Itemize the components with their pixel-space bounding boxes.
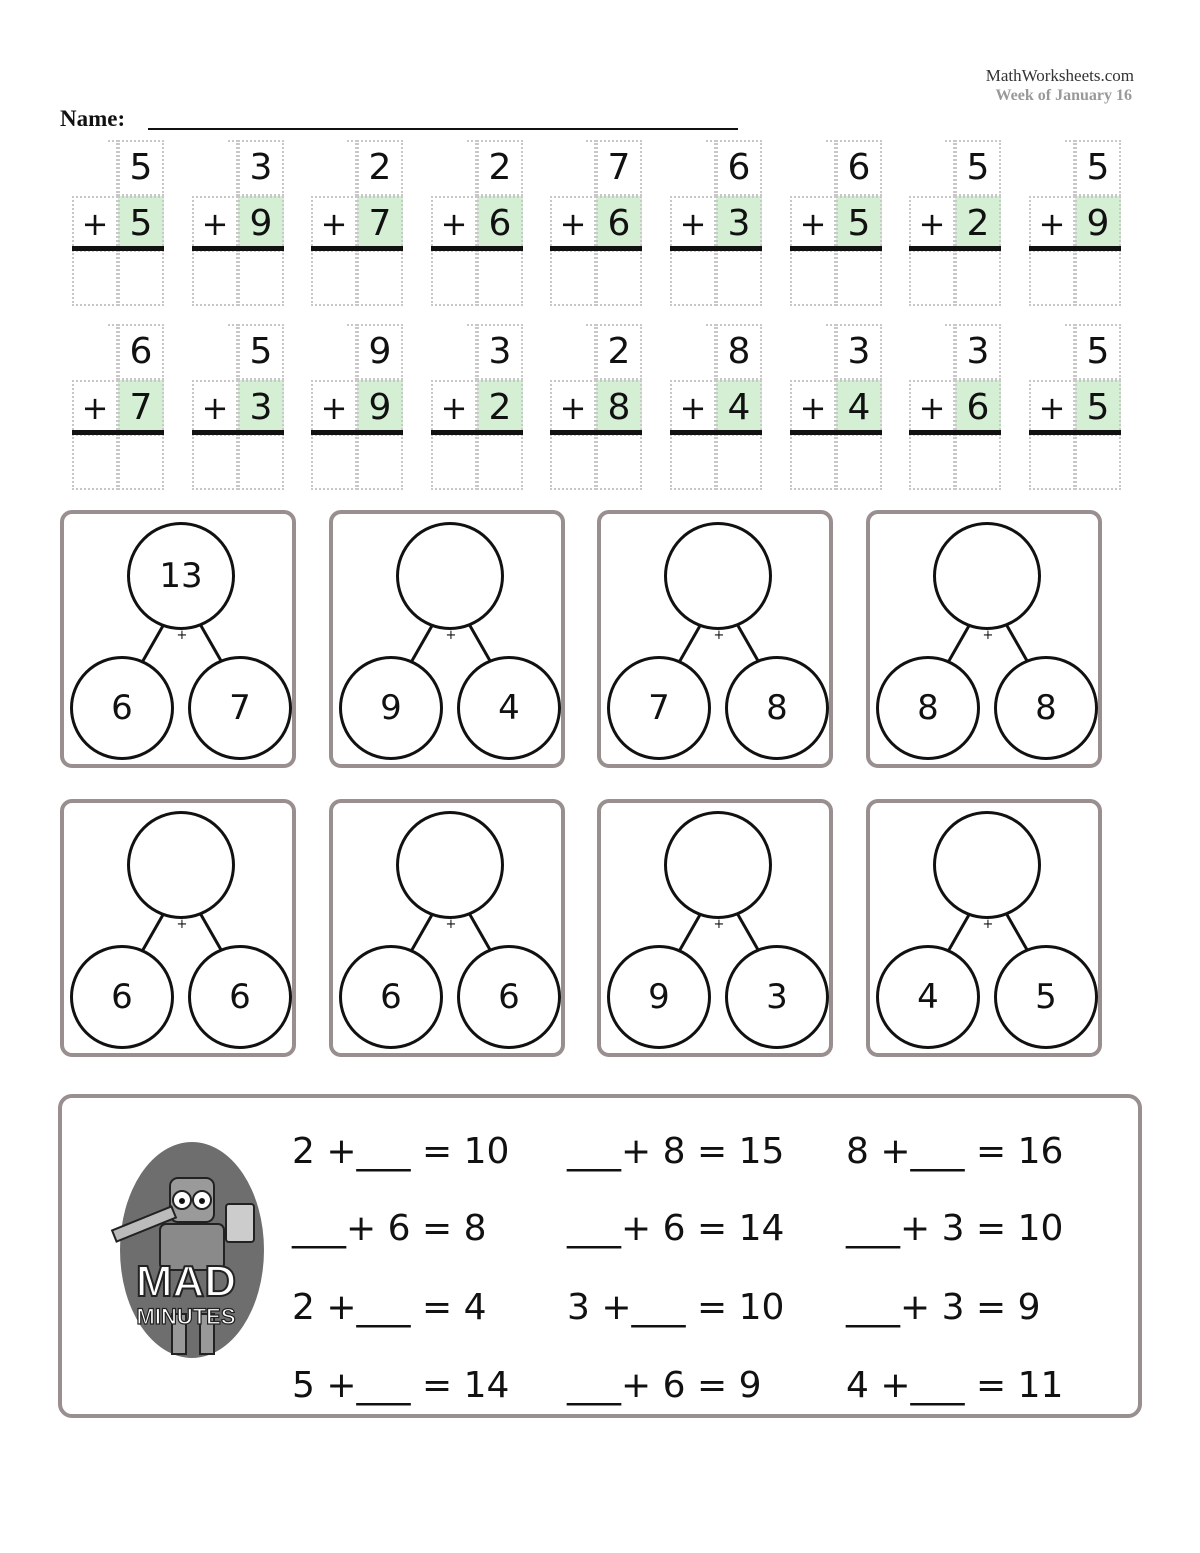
number-bond-card	[866, 510, 1102, 768]
addend-bottom: 9	[1086, 203, 1110, 244]
answer-cell-tens[interactable]	[790, 250, 836, 306]
number-bond-card	[597, 510, 833, 768]
addition-problem	[550, 324, 642, 490]
answer-cell-ones[interactable]	[357, 434, 403, 490]
addend-top: 3	[488, 331, 512, 372]
number-bond-card	[60, 799, 296, 1057]
plus-sign: +	[320, 389, 348, 427]
bond-plus-sign: +	[176, 917, 188, 932]
missing-addend-equation[interactable]: ___+ 3 = 9	[846, 1287, 1041, 1328]
bond-plus-sign: +	[176, 628, 188, 643]
answer-cell-ones[interactable]	[716, 250, 762, 306]
missing-addend-equation[interactable]: ___+ 6 = 14	[567, 1208, 785, 1249]
missing-addend-equation[interactable]: 2 +___ = 4	[292, 1287, 487, 1328]
addend-top: 2	[368, 147, 392, 188]
addend-bottom: 3	[727, 203, 751, 244]
sum-line	[670, 246, 762, 251]
bond-part-right: 3	[725, 945, 829, 1049]
addend-bottom: 5	[129, 203, 153, 244]
number-bond-card	[329, 510, 565, 768]
addend-bottom: 2	[488, 387, 512, 428]
missing-addend-equation[interactable]: ___+ 6 = 8	[292, 1208, 487, 1249]
logo-subtitle: MINUTES	[136, 1304, 236, 1329]
bond-whole-circle[interactable]	[396, 811, 504, 919]
plus-sign: +	[799, 389, 827, 427]
sum-line	[550, 246, 642, 251]
plus-sign: +	[440, 205, 468, 243]
answer-cell-tens[interactable]	[431, 434, 477, 490]
bond-whole-circle[interactable]	[664, 811, 772, 919]
site-name: MathWorksheets.com	[985, 66, 1134, 85]
answer-cell-tens[interactable]	[311, 250, 357, 306]
addend-bottom: 4	[847, 387, 871, 428]
sum-line	[311, 430, 403, 435]
answer-cell-ones[interactable]	[357, 250, 403, 306]
addition-problem	[192, 324, 284, 490]
addition-problem	[1029, 324, 1121, 490]
bond-whole-circle[interactable]	[664, 522, 772, 630]
bond-whole-circle[interactable]	[933, 811, 1041, 919]
sum-line	[909, 246, 1001, 251]
addition-problem	[72, 324, 164, 490]
plus-sign: +	[201, 389, 229, 427]
bond-plus-sign: +	[713, 917, 725, 932]
answer-cell-ones[interactable]	[1075, 250, 1121, 306]
addend-bottom: 5	[1086, 387, 1110, 428]
sum-line	[72, 430, 164, 435]
bond-whole-circle[interactable]	[127, 811, 235, 919]
plus-sign: +	[918, 389, 946, 427]
bond-part-left: 4	[876, 945, 980, 1049]
missing-addend-equation[interactable]: ___+ 8 = 15	[567, 1131, 785, 1172]
answer-cell-tens[interactable]	[1029, 434, 1075, 490]
bond-part-right: 6	[457, 945, 561, 1049]
addend-bottom: 6	[488, 203, 512, 244]
answer-cell-ones[interactable]	[955, 250, 1001, 306]
addition-problem	[311, 324, 403, 490]
addition-problem	[72, 140, 164, 306]
addition-problem	[192, 140, 284, 306]
sum-line	[1029, 430, 1121, 435]
addend-top: 2	[488, 147, 512, 188]
sum-line	[431, 246, 523, 251]
bond-part-left: 6	[70, 656, 174, 760]
logo-title: MAD	[135, 1257, 237, 1306]
addend-top: 5	[966, 147, 990, 188]
answer-cell-tens[interactable]	[192, 250, 238, 306]
addition-problem	[431, 324, 523, 490]
sum-line	[431, 430, 523, 435]
sum-line	[670, 430, 762, 435]
addition-problem	[909, 324, 1001, 490]
sum-line	[192, 430, 284, 435]
bond-part-left: 7	[607, 656, 711, 760]
mad-minutes-panel	[58, 1094, 1142, 1418]
answer-cell-ones[interactable]	[955, 434, 1001, 490]
answer-cell-tens[interactable]	[670, 434, 716, 490]
answer-cell-tens[interactable]	[790, 434, 836, 490]
answer-cell-ones[interactable]	[836, 250, 882, 306]
addend-bottom: 7	[368, 203, 392, 244]
addition-problem	[670, 324, 762, 490]
addition-problem	[909, 140, 1001, 306]
addend-top: 3	[249, 147, 273, 188]
addition-problem	[550, 140, 642, 306]
bond-plus-sign: +	[982, 628, 994, 643]
plus-sign: +	[679, 389, 707, 427]
plus-sign: +	[81, 389, 109, 427]
addend-top: 5	[1086, 147, 1110, 188]
addend-top: 3	[847, 331, 871, 372]
addend-bottom: 6	[966, 387, 990, 428]
answer-cell-tens[interactable]	[431, 250, 477, 306]
sum-line	[311, 246, 403, 251]
missing-addend-equation[interactable]: 3 +___ = 10	[567, 1287, 785, 1328]
answer-cell-tens[interactable]	[192, 434, 238, 490]
answer-cell-tens[interactable]	[1029, 250, 1075, 306]
answer-cell-tens[interactable]	[550, 434, 596, 490]
addend-bottom: 6	[607, 203, 631, 244]
bond-part-right: 6	[188, 945, 292, 1049]
answer-cell-ones[interactable]	[477, 250, 523, 306]
bond-part-left: 9	[339, 656, 443, 760]
number-bond-card	[60, 510, 296, 768]
plus-sign: +	[1038, 205, 1066, 243]
answer-cell-tens[interactable]	[550, 250, 596, 306]
answer-cell-ones[interactable]	[596, 250, 642, 306]
addend-bottom: 7	[129, 387, 153, 428]
number-bond-card	[329, 799, 565, 1057]
addend-bottom: 9	[368, 387, 392, 428]
answer-cell-ones[interactable]	[836, 434, 882, 490]
bond-part-right: 7	[188, 656, 292, 760]
bond-part-right: 5	[994, 945, 1098, 1049]
plus-sign: +	[440, 389, 468, 427]
sum-line	[790, 430, 882, 435]
addend-top: 6	[727, 147, 751, 188]
addend-top: 5	[249, 331, 273, 372]
addition-problem	[790, 140, 882, 306]
answer-cell-ones[interactable]	[118, 434, 164, 490]
addend-bottom: 8	[607, 387, 631, 428]
bond-part-left: 8	[876, 656, 980, 760]
missing-addend-equation[interactable]: ___+ 3 = 10	[846, 1208, 1064, 1249]
sum-line	[1029, 246, 1121, 251]
answer-cell-ones[interactable]	[716, 434, 762, 490]
mad-minutes-logo	[100, 1138, 268, 1364]
bond-part-left: 6	[339, 945, 443, 1049]
addend-top: 3	[966, 331, 990, 372]
answer-cell-ones[interactable]	[238, 250, 284, 306]
plus-sign: +	[918, 205, 946, 243]
answer-cell-tens[interactable]	[909, 250, 955, 306]
missing-addend-equation[interactable]: 8 +___ = 16	[846, 1131, 1064, 1172]
answer-cell-tens[interactable]	[670, 250, 716, 306]
bond-part-right: 4	[457, 656, 561, 760]
answer-cell-tens[interactable]	[311, 434, 357, 490]
plus-sign: +	[679, 205, 707, 243]
sum-line	[790, 246, 882, 251]
addend-bottom: 2	[966, 203, 990, 244]
number-bond-card	[866, 799, 1102, 1057]
sum-line	[550, 430, 642, 435]
addend-top: 5	[129, 147, 153, 188]
bond-part-left: 6	[70, 945, 174, 1049]
addition-problem	[1029, 140, 1121, 306]
addend-top: 8	[727, 331, 751, 372]
addend-top: 6	[847, 147, 871, 188]
name-field[interactable]	[148, 128, 738, 130]
plus-sign: +	[559, 389, 587, 427]
bond-plus-sign: +	[445, 628, 457, 643]
answer-cell-tens[interactable]	[72, 250, 118, 306]
plus-sign: +	[320, 205, 348, 243]
plus-sign: +	[81, 205, 109, 243]
addend-top: 5	[1086, 331, 1110, 372]
bond-plus-sign: +	[713, 628, 725, 643]
answer-cell-ones[interactable]	[477, 434, 523, 490]
missing-addend-equation[interactable]: 5 +___ = 14	[292, 1365, 510, 1406]
answer-cell-ones[interactable]	[238, 434, 284, 490]
addend-top: 9	[368, 331, 392, 372]
sum-line	[192, 246, 284, 251]
name-label: Name:	[60, 106, 126, 131]
missing-addend-equation[interactable]: ___+ 6 = 9	[567, 1365, 762, 1406]
addend-bottom: 9	[249, 203, 273, 244]
answer-cell-ones[interactable]	[1075, 434, 1121, 490]
plus-sign: +	[201, 205, 229, 243]
addend-top: 2	[607, 331, 631, 372]
addend-bottom: 4	[727, 387, 751, 428]
bond-whole-circle[interactable]: 13	[127, 522, 235, 630]
answer-cell-ones[interactable]	[596, 434, 642, 490]
plus-sign: +	[559, 205, 587, 243]
addition-problem	[311, 140, 403, 306]
sum-line	[72, 246, 164, 251]
week-label: Week of January 16	[995, 87, 1132, 104]
missing-addend-equation[interactable]: 2 +___ = 10	[292, 1131, 510, 1172]
bond-part-left: 9	[607, 945, 711, 1049]
addend-top: 7	[607, 147, 631, 188]
bond-part-right: 8	[725, 656, 829, 760]
bond-plus-sign: +	[445, 917, 457, 932]
sum-line	[909, 430, 1001, 435]
bond-part-right: 8	[994, 656, 1098, 760]
addend-top: 6	[129, 331, 153, 372]
plus-sign: +	[1038, 389, 1066, 427]
missing-addend-equation[interactable]: 4 +___ = 11	[846, 1365, 1064, 1406]
addend-bottom: 5	[847, 203, 871, 244]
answer-cell-tens[interactable]	[909, 434, 955, 490]
answer-cell-tens[interactable]	[72, 434, 118, 490]
bond-plus-sign: +	[982, 917, 994, 932]
plus-sign: +	[799, 205, 827, 243]
addition-problem	[431, 140, 523, 306]
bond-whole-circle[interactable]	[396, 522, 504, 630]
addition-problem	[670, 140, 762, 306]
addition-problem	[790, 324, 882, 490]
addend-bottom: 3	[249, 387, 273, 428]
number-bond-card	[597, 799, 833, 1057]
bond-whole-circle[interactable]	[933, 522, 1041, 630]
answer-cell-ones[interactable]	[118, 250, 164, 306]
